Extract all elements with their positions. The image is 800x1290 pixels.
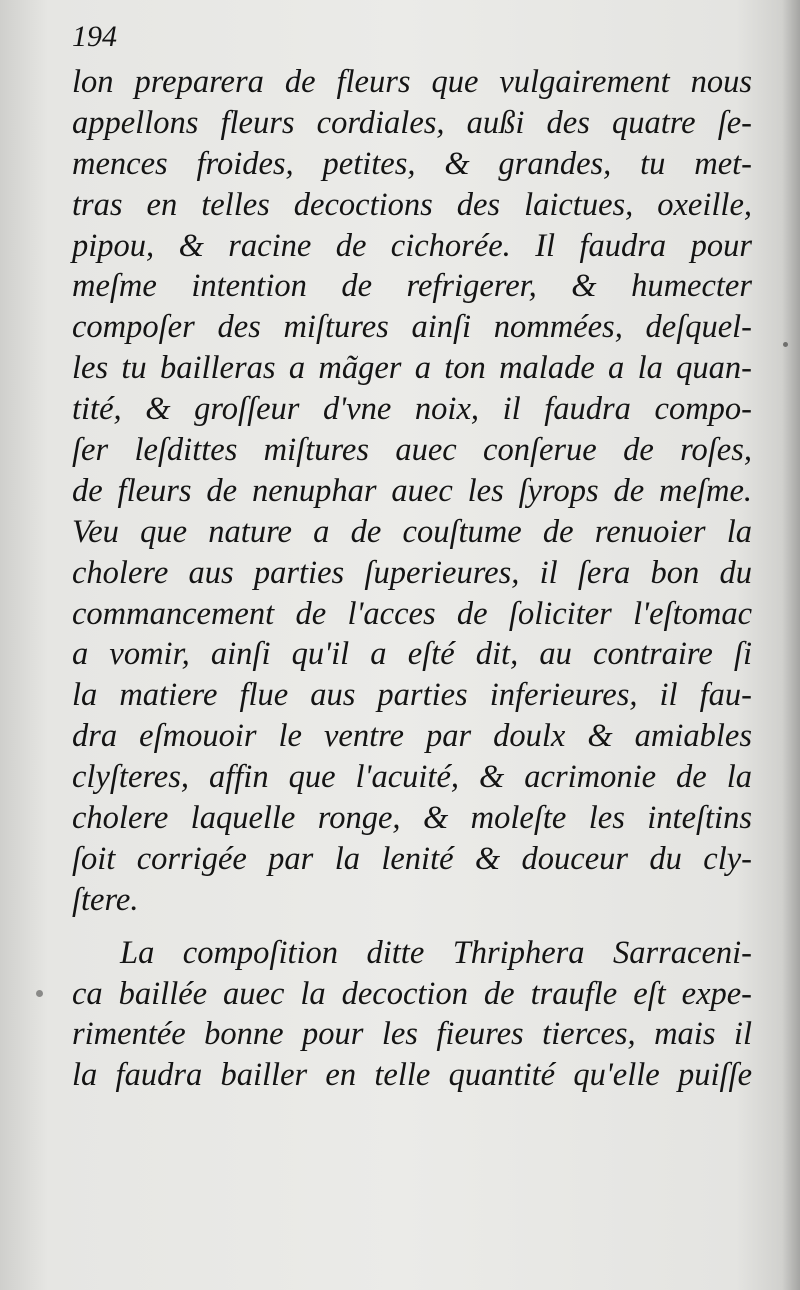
text-line: ſtere. [72, 881, 139, 918]
text-line: tité, & groſſeur d'vne noix, il faudra compo- [72, 391, 752, 428]
text-line: ſer leſdittes miſtures auec conſerue de roſes, [72, 432, 752, 469]
text-line: cholere aus parties ſuperieures, il ſera bon du [72, 554, 752, 591]
page-edge-shadow [782, 0, 800, 1290]
text-line: lon preparera de fleurs que vulgairement nous [72, 64, 752, 100]
paper-speck [36, 990, 43, 997]
paper-speck [783, 342, 788, 347]
text-line: compoſer des miſtures ainſi nommées, deſquel- [72, 309, 752, 346]
paragraph [72, 62, 752, 921]
text-line: cholere laquelle ronge, & moleſte les inteſtins [72, 800, 752, 837]
text-line: Veu que nature a de couſtume de renuoier la [72, 513, 752, 550]
body-text [72, 62, 752, 1096]
text-line: La compoſition ditte Thriphera Sarraceni- [120, 934, 752, 971]
text-line: clyſteres, affin que l'acuité, & acrimonie de la [72, 759, 752, 796]
paragraph-gap [72, 921, 752, 933]
text-line: rimentée bonne pour les fieures tierces, mais il [72, 1016, 752, 1053]
text-line: la faudra bailler en telle quantité qu'elle puiſſe [72, 1057, 752, 1094]
text-line: ca baillée auec la decoction de traufle eſt expe- [72, 975, 752, 1012]
text-line: meſme intention de refrigerer, & humecter [72, 268, 752, 305]
text-line: commancement de l'acces de ſoliciter l'eſtomac [72, 595, 752, 632]
text-line: a vomir, ainſi qu'il a eſté dit, au contraire ſi [72, 636, 752, 673]
text-line: dra eſmouoir le ventre par doulx & amiables [72, 718, 752, 755]
text-line: pipou, & racine de cichorée. Il faudra pour [72, 227, 752, 264]
text-line: mences froides, petites, & grandes, tu met- [72, 145, 752, 182]
text-line: tras en telles decoctions des laictues, oxeille, [72, 186, 752, 223]
paragraph [72, 933, 752, 1097]
text-line: les tu bailleras a mãger a ton malade a la quan- [72, 350, 752, 387]
text-line: ſoit corrigée par la lenité & douceur du cly- [72, 840, 752, 877]
text-line: la matiere flue aus parties inferieures, il fau- [72, 677, 752, 714]
text-line: appellons fleurs cordiales, außi des quatre ſe- [72, 104, 752, 141]
page-number: 194 [72, 20, 117, 53]
text-line: de fleurs de nenuphar auec les ſyrops de meſme. [72, 472, 752, 509]
